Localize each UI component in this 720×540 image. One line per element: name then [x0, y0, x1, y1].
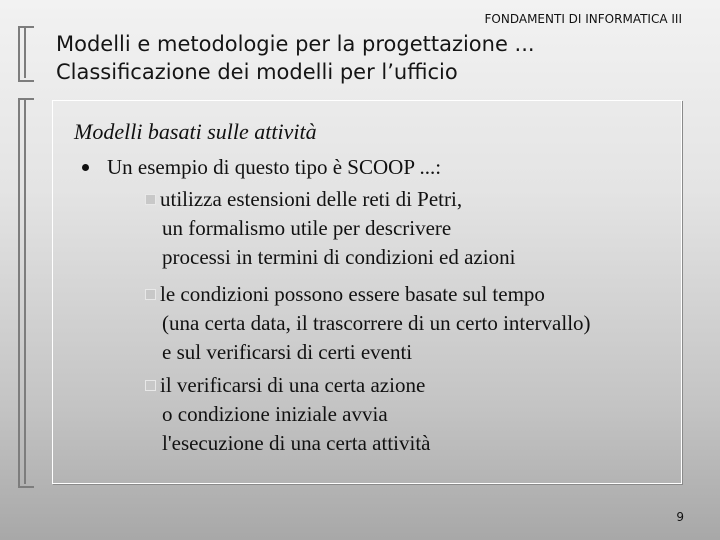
- title-line-2: Classificazione dei modelli per l’ufficio: [56, 60, 458, 84]
- course-header: FONDAMENTI DI INFORMATICA III: [484, 12, 682, 26]
- body-bracket-inner-decoration: [24, 98, 34, 484]
- square-bullet-icon: [145, 289, 156, 300]
- page-number: 9: [676, 510, 684, 524]
- title-bracket-inner-decoration: [24, 26, 34, 78]
- title-line-1: Modelli e metodologie per la progettazione ...: [56, 32, 535, 56]
- sub-bullet-3: [145, 371, 431, 458]
- sub-bullet-1: [145, 185, 515, 272]
- bullet-dot-icon: [82, 164, 89, 171]
- square-bullet-icon: [145, 380, 156, 391]
- sub-bullet-2: [145, 280, 591, 367]
- square-bullet-icon: [145, 194, 156, 205]
- sub-bullet-1-line-2: un formalismo utile per descrivere: [162, 216, 452, 240]
- sub-bullet-3-line-3: l'esecuzione di una certa attività: [162, 431, 431, 455]
- level1-bullet: [82, 153, 441, 181]
- sub-bullet-1-line-3: processi in termini di condizioni ed azioni: [162, 245, 516, 269]
- sub-bullet-3-line-2: o condizione iniziale avvia: [162, 402, 388, 426]
- sub-bullet-2-line-3: e sul verificarsi di certi eventi: [162, 340, 413, 364]
- sub-bullet-2-line-1: le condizioni possono essere basate sul tempo: [160, 282, 545, 306]
- sub-bullet-3-line-1: il verificarsi di una certa azione: [160, 373, 426, 397]
- section-heading: Modelli basati sulle attività: [74, 119, 317, 144]
- sub-bullet-2-line-2: (una certa data, il trascorrere di un certo intervallo): [162, 311, 591, 335]
- slide-title: [56, 30, 676, 86]
- level1-text: Un esempio di questo tipo è SCOOP ...:: [107, 155, 442, 179]
- sub-bullet-1-line-1: utilizza estensioni delle reti di Petri,: [160, 187, 463, 211]
